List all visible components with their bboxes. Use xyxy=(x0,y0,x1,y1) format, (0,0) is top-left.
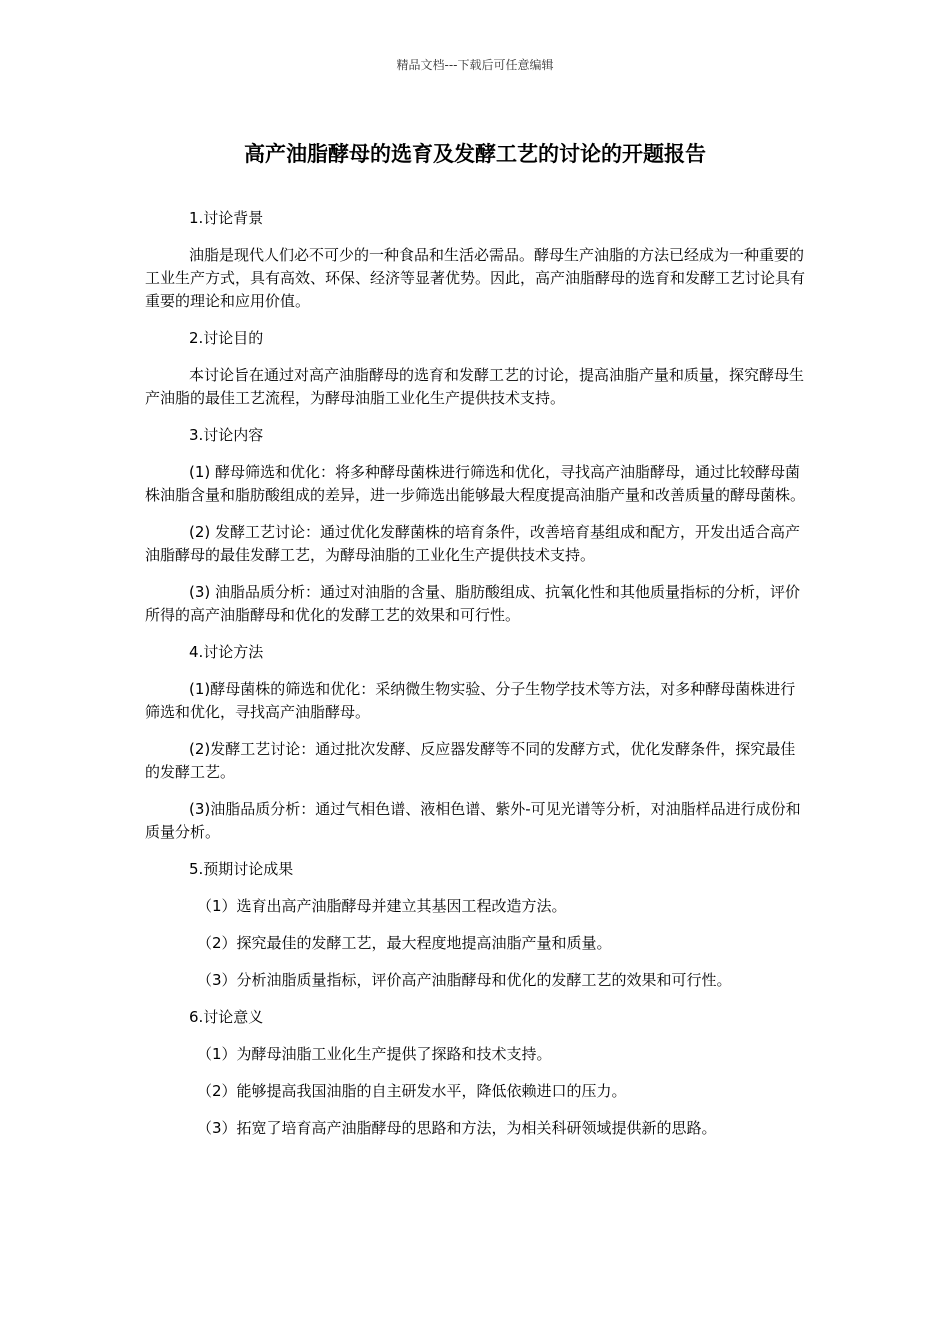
document-body xyxy=(145,207,810,1154)
paragraph-background: 油脂是现代人们必不可少的一种食品和生活必需品。酵母生产油脂的方法已经成为一种重要的工业生产方式，具有高效、环保、经济等显著优势。因此，高产油脂酵母的选育和发酵工艺讨论具有重要的理论和应用价值。 xyxy=(145,246,806,310)
list-item-expected-1: （1）选育出高产油脂酵母并建立其基因工程改造方法。 xyxy=(197,897,567,915)
section-heading-significance: 6.讨论意义 xyxy=(189,1008,264,1026)
header-watermark: 精品文档---下载后可任意编辑 xyxy=(396,58,554,72)
section-heading-expected-results: 5.预期讨论成果 xyxy=(189,860,294,878)
section-heading-background: 1.讨论背景 xyxy=(189,209,264,227)
paragraph-content-screening: (1) 酵母筛选和优化：将多种酵母菌株进行筛选和优化，寻找高产油脂酵母，通过比较酵母菌株油脂含量和脂肪酸组成的差异，进一步筛选出能够最大程度提高油脂产量和改善质量的酵母菌株。 xyxy=(145,463,806,504)
document-title: 高产油脂酵母的选育及发酵工艺的讨论的开题报告 xyxy=(244,142,706,166)
paragraph-content-quality: (3) 油脂品质分析：通过对油脂的含量、脂肪酸组成、抗氧化性和其他质量指标的分析，评价所得的高产油脂酵母和优化的发酵工艺的效果和可行性。 xyxy=(145,583,801,624)
paragraph-methods-quality: (3)油脂品质分析：通过气相色谱、液相色谱、紫外-可见光谱等分析，对油脂样品进行成份和质量分析。 xyxy=(145,800,801,841)
paragraph-purpose: 本讨论旨在通过对高产油脂酵母的选育和发酵工艺的讨论，提高油脂产量和质量，探究酵母生产油脂的最佳工艺流程，为酵母油脂工业化生产提供技术支持。 xyxy=(145,366,805,407)
section-heading-purpose: 2.讨论目的 xyxy=(189,329,264,347)
list-item-significance-3: （3）拓宽了培育高产油脂酵母的思路和方法，为相关科研领域提供新的思路。 xyxy=(197,1119,717,1137)
section-heading-content: 3.讨论内容 xyxy=(189,426,264,444)
paragraph-methods-screening: (1)酵母菌株的筛选和优化：采纳微生物实验、分子生物学技术等方法，对多种酵母菌株进行筛选和优化，寻找高产油脂酵母。 xyxy=(145,680,796,721)
list-item-expected-2: （2）探究最佳的发酵工艺，最大程度地提高油脂产量和质量。 xyxy=(197,934,612,952)
section-heading-methods: 4.讨论方法 xyxy=(189,643,264,661)
paragraph-content-fermentation: (2) 发酵工艺讨论：通过优化发酵菌株的培育条件，改善培育基组成和配方，开发出适合高产油脂酵母的最佳发酵工艺，为酵母油脂的工业化生产提供技术支持。 xyxy=(145,523,801,564)
list-item-significance-2: （2）能够提高我国油脂的自主研发水平，降低依赖进口的压力。 xyxy=(197,1082,627,1100)
paragraph-methods-fermentation: (2)发酵工艺讨论：通过批次发酵、反应器发酵等不同的发酵方式，优化发酵条件，探究最佳的发酵工艺。 xyxy=(145,740,796,781)
list-item-expected-3: （3）分析油脂质量指标，评价高产油脂酵母和优化的发酵工艺的效果和可行性。 xyxy=(197,971,732,989)
list-item-significance-1: （1）为酵母油脂工业化生产提供了探路和技术支持。 xyxy=(197,1045,552,1063)
